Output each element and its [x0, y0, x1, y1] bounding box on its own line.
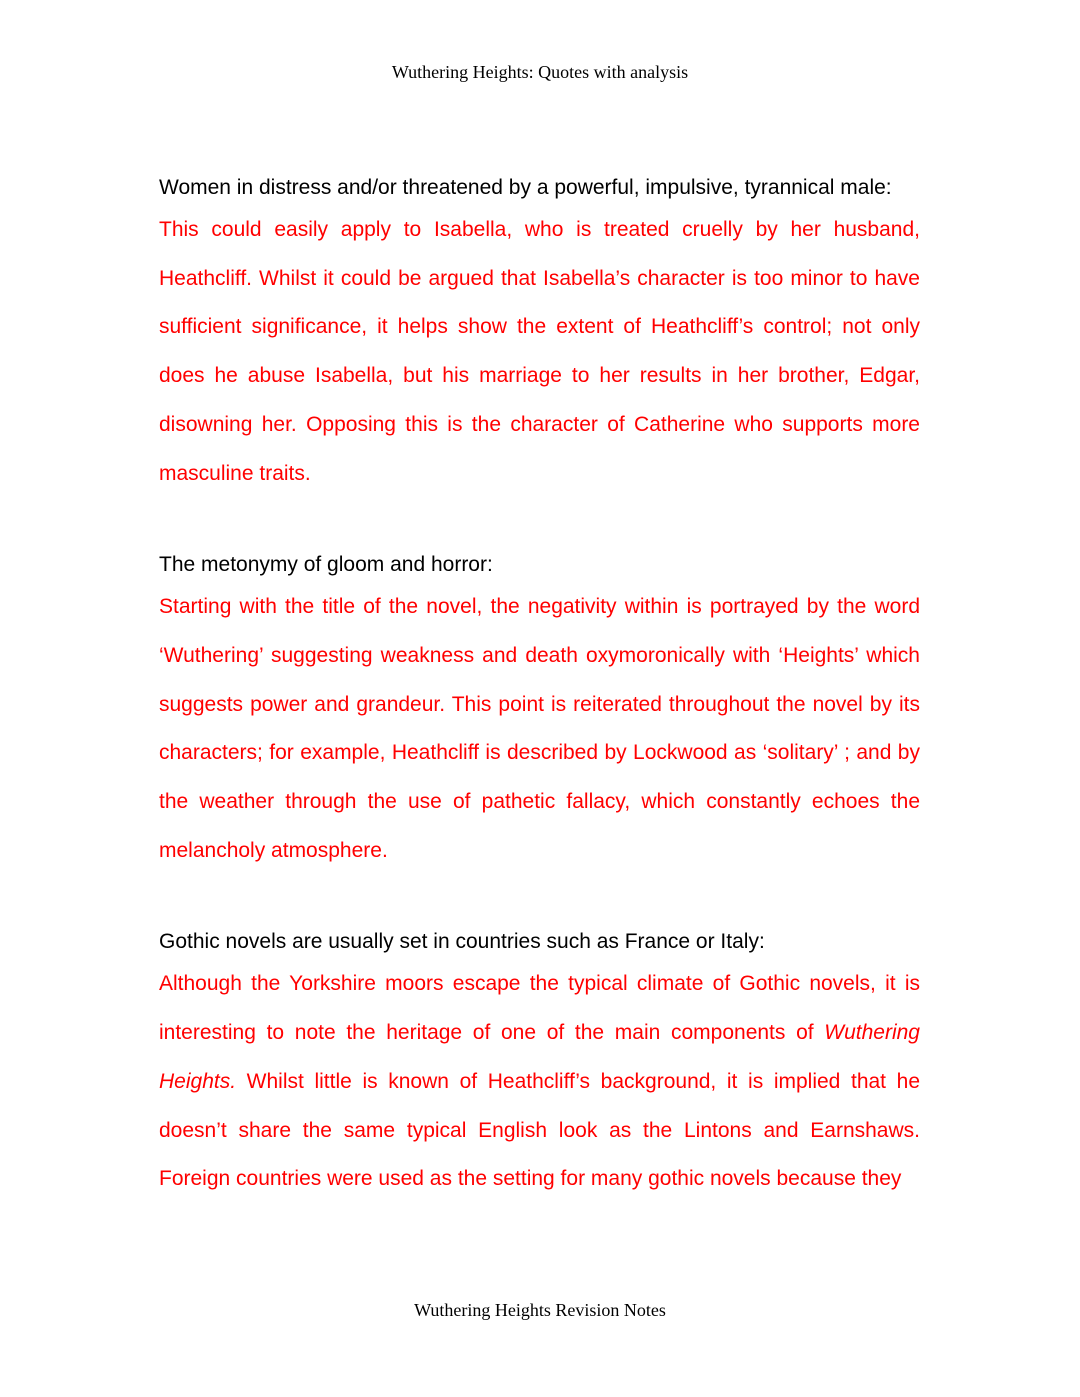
- section-analysis: Starting with the title of the novel, the negativity within is portrayed by the word ‘Wuthering’ suggesting weakness and death oxymoronically with ‘Heights’ which suggests power and grandeur. This point is reiterated throughout the novel by its characters; for example, Heathcliff is described by Lockwood as ‘solitary’ ; and by the weather through the use of pathetic fallacy, which constantly echoes the melancholy atmosphere.: [159, 595, 920, 862]
- section-gothic-setting: [159, 924, 920, 1204]
- novel-title: Wuthering Heights.: [159, 1021, 920, 1093]
- section-heading: The metonymy of gloom and horror:: [159, 553, 493, 577]
- section-analysis: This could easily apply to Isabella, who is treated cruelly by her husband, Heathcliff. Whilst it could be argued that Isabella’s character is too minor to have sufficient significance, it helps show the extent of Heathcliff’s control; not only does he abuse Isabella, but his marriage to her results in her brother, Edgar, disowning her. Opposing this is the character of Catherine who supports more masculine traits.: [159, 218, 920, 485]
- analysis-text-after-title: Whilst little is known of Heathcliff’s background, it is implied that he doesn’t share the same typical English look as the Lintons and Earnshaws. Foreign countries were used as the setting for many gothic novels because they: [159, 1069, 920, 1191]
- section-heading: Women in distress and/or threatened by a powerful, impulsive, tyrannical male:: [159, 176, 892, 199]
- section-gloom-and-horror: [159, 547, 920, 875]
- document-body: [159, 170, 920, 1204]
- page-footer: Wuthering Heights Revision Notes: [414, 1300, 666, 1320]
- section-women-in-distress: [159, 170, 920, 498]
- analysis-text-before-title: Although the Yorkshire moors escape the typical climate of Gothic novels, it is interesting to note the heritage of one of the main components of: [159, 972, 920, 1045]
- section-analysis: [159, 960, 920, 1204]
- page-header: Wuthering Heights: Quotes with analysis: [391, 62, 689, 82]
- section-heading: Gothic novels are usually set in countries such as France or Italy:: [159, 930, 765, 954]
